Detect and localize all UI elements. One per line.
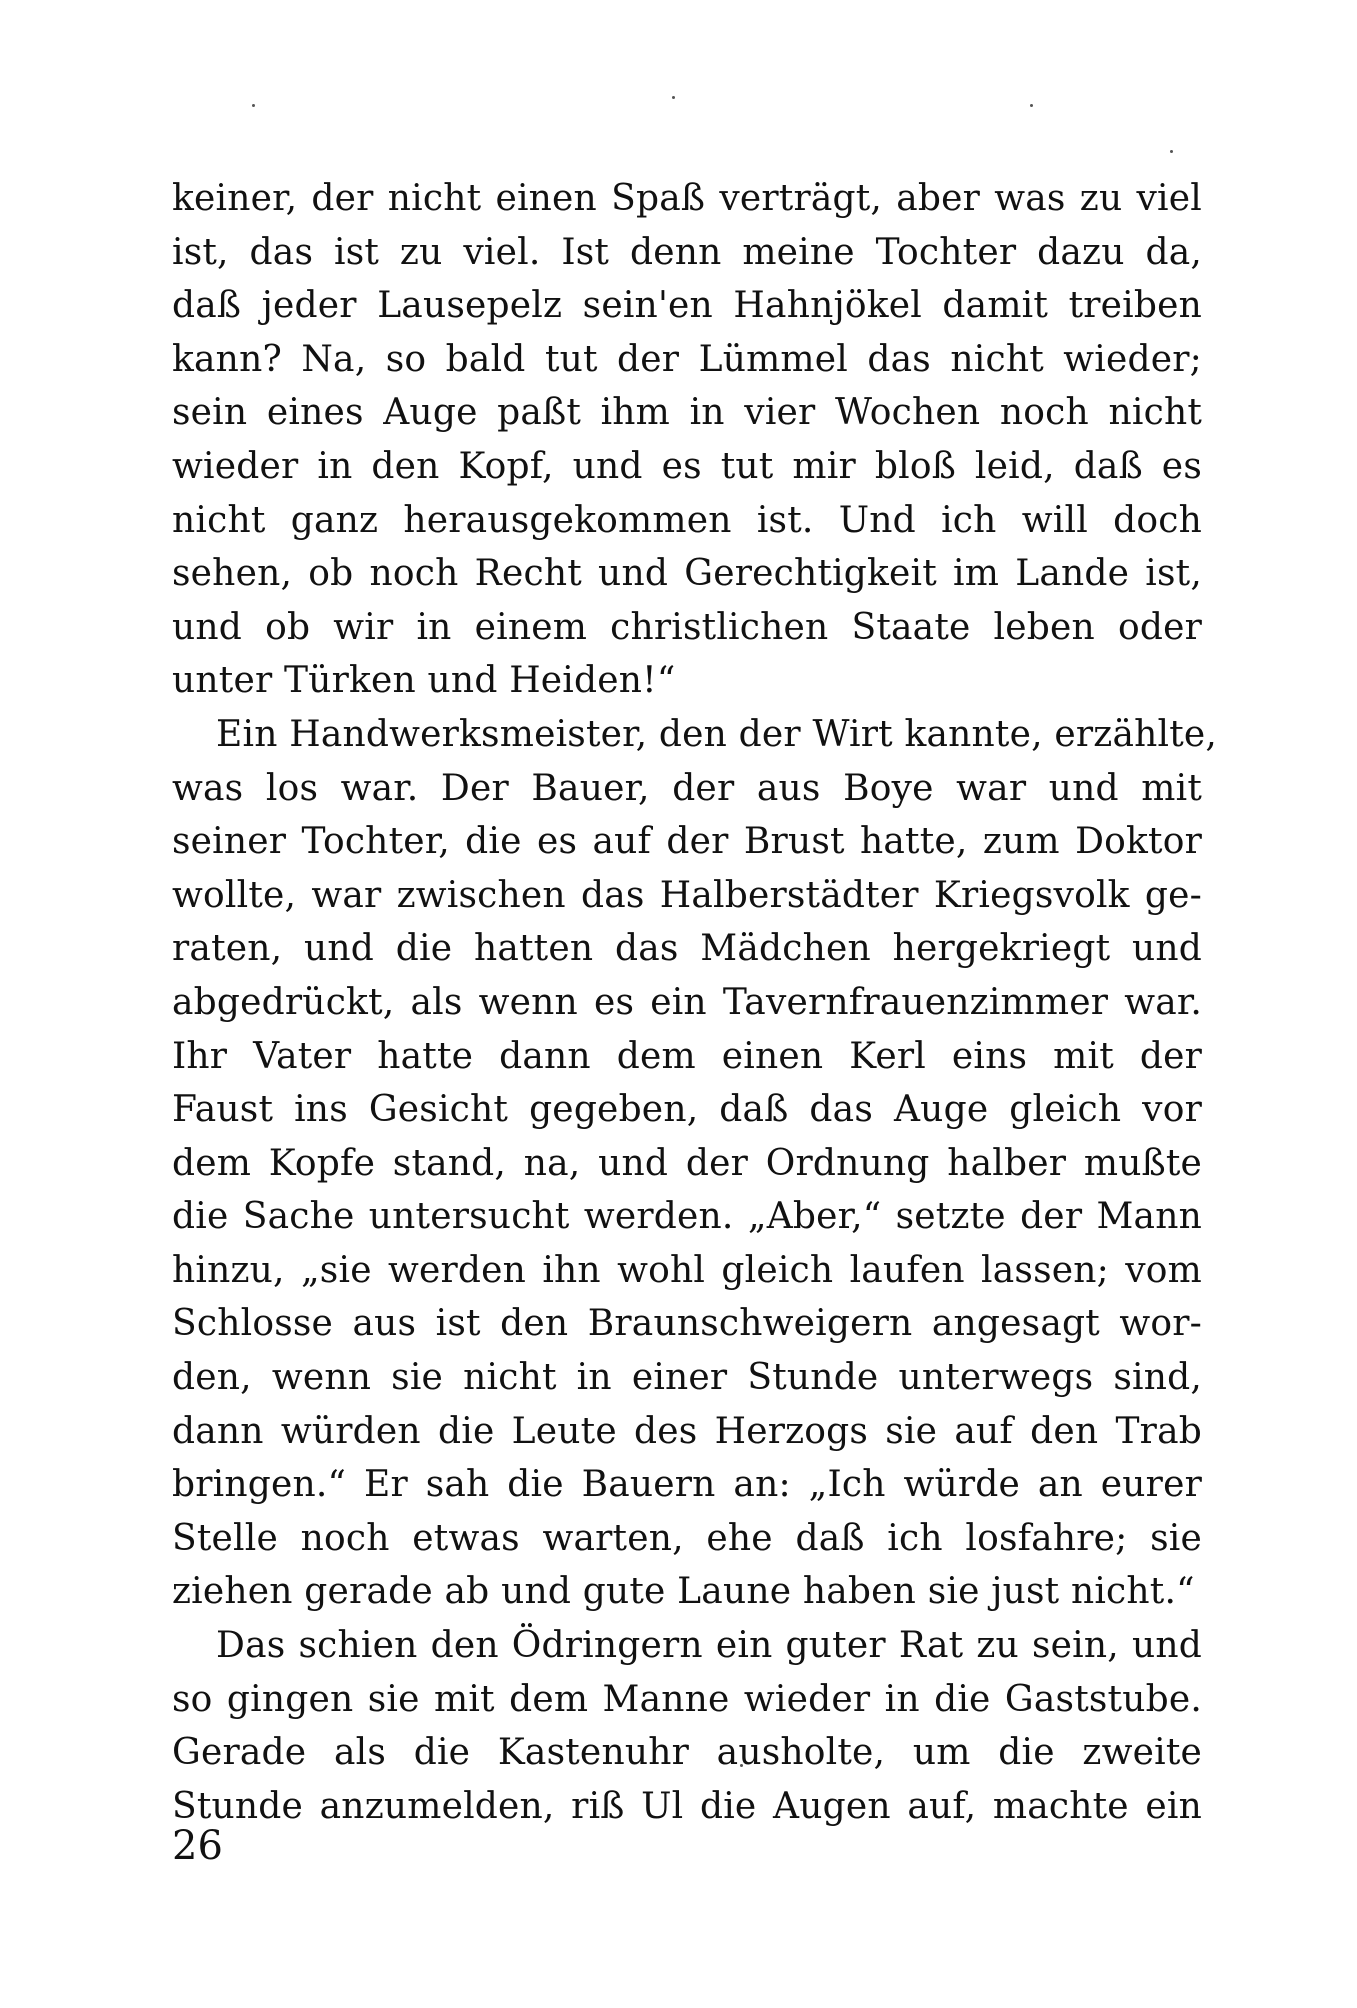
text-line: bringen.“ Er sah die Bauern an: „Ich würde an eurer bbox=[172, 1464, 1202, 1506]
text-line: wieder in den Kopf, und es tut mir bloß leid, daß es bbox=[172, 445, 1202, 487]
text-line: unter Türken und Heiden!“ bbox=[172, 660, 676, 702]
text-line: die Sache untersucht werden. „Aber,“ setzte der Mann bbox=[172, 1196, 1202, 1238]
text-line: wollte, war zwischen das Halberstädter Kriegsvolk ge- bbox=[172, 874, 1202, 916]
text-line: keiner, der nicht einen Spaß verträgt, aber was zu viel bbox=[172, 178, 1202, 219]
print-speck bbox=[1170, 150, 1173, 153]
text-line: abgedrückt, als wenn es ein Tavernfrauenzimmer war. bbox=[172, 981, 1202, 1023]
text-line: Stunde anzumelden, riß Ul die Augen auf, machte ein bbox=[172, 1785, 1202, 1827]
text-line: Faust ins Gesicht gegeben, daß das Auge gleich vor bbox=[172, 1089, 1202, 1131]
page-number: 26 bbox=[172, 1823, 223, 1869]
print-speck bbox=[672, 96, 675, 99]
text-line: kann? Na, so bald tut der Lümmel das nicht wieder; bbox=[172, 338, 1202, 380]
text-line: Gerade als die Kastenuhr ausholte, um die zweite bbox=[172, 1732, 1202, 1774]
text-line: dann würden die Leute des Herzogs sie auf den Trab bbox=[172, 1410, 1202, 1452]
text-line: Ihr Vater hatte dann dem einen Kerl eins mit der bbox=[172, 1035, 1202, 1077]
text-line: was los war. Der Bauer, der aus Boye war und mit bbox=[172, 767, 1202, 809]
body-text bbox=[172, 172, 1218, 1833]
text-line: und ob wir in einem christlichen Staate leben oder bbox=[172, 606, 1202, 648]
text-line: daß jeder Lausepelz sein'en Hahnjökel damit treiben bbox=[172, 285, 1202, 327]
text-line: Schlosse aus ist den Braunschweigern angesagt wor- bbox=[172, 1303, 1202, 1345]
text-line: sehen, ob noch Recht und Gerechtigkeit im Lande ist, bbox=[172, 553, 1202, 595]
print-speck bbox=[252, 104, 255, 107]
text-line: den, wenn sie nicht in einer Stunde unterwegs sind, bbox=[172, 1357, 1202, 1399]
text-line: Stelle noch etwas warten, ehe daß ich losfahre; sie bbox=[172, 1517, 1202, 1559]
text-line: seiner Tochter, die es auf der Brust hatte, zum Doktor bbox=[172, 821, 1202, 863]
text-line: raten, und die hatten das Mädchen hergekriegt und bbox=[172, 928, 1202, 970]
text-line: so gingen sie mit dem Manne wieder in die Gaststube. bbox=[172, 1678, 1202, 1720]
text-line: Ein Handwerksmeister, den der Wirt kannte, erzählte, bbox=[216, 713, 1218, 755]
text-line: dem Kopfe stand, na, und der Ordnung halber mußte bbox=[172, 1142, 1202, 1184]
text-line: nicht ganz herausgekommen ist. Und ich will doch bbox=[172, 499, 1202, 541]
text-line: Das schien den Ödringern ein guter Rat zu sein, und bbox=[216, 1625, 1202, 1667]
text-line: hinzu, „sie werden ihn wohl gleich laufen lassen; vom bbox=[172, 1249, 1202, 1291]
text-line: ist, das ist zu viel. Ist denn meine Tochter dazu da, bbox=[172, 231, 1202, 273]
text-line: ziehen gerade ab und gute Laune haben sie just nicht.“ bbox=[172, 1571, 1195, 1613]
text-line: sein eines Auge paßt ihm in vier Wochen noch nicht bbox=[172, 392, 1202, 434]
print-speck bbox=[1030, 104, 1033, 107]
